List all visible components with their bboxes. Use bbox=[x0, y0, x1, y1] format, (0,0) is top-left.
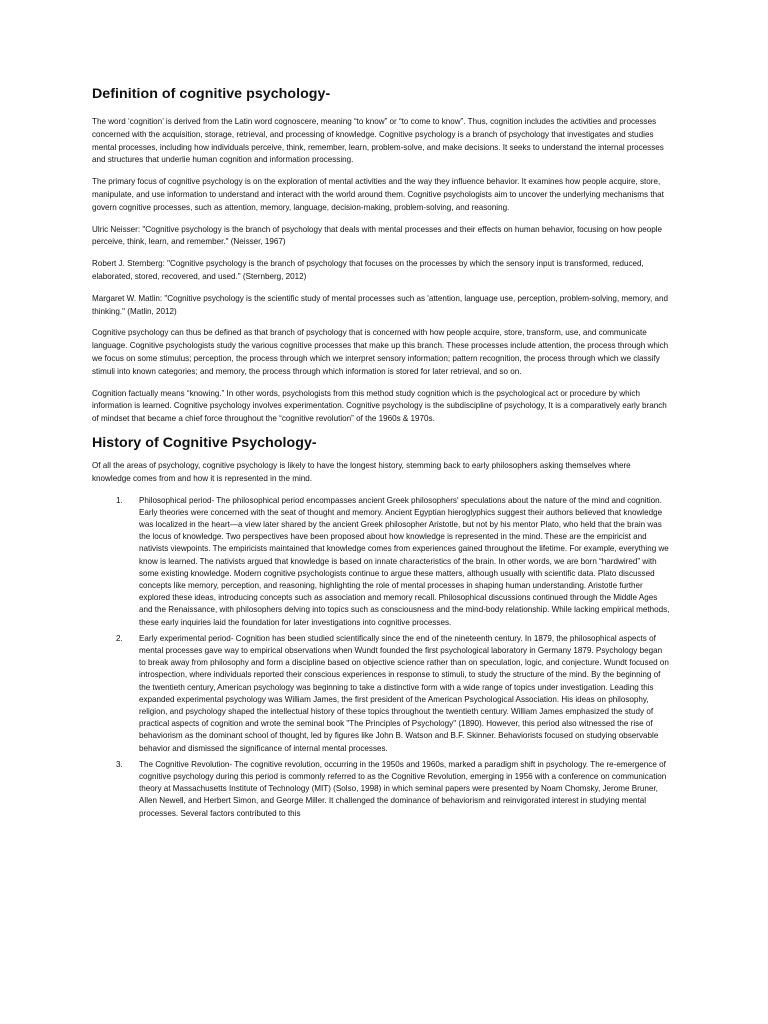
list-item-number: 3. bbox=[116, 759, 123, 769]
paragraph-primary-focus: The primary focus of cognitive psychology is on the exploration of mental activities and the way they influence behavior. It examines how people acquire, store, manipulate, and use information to understand and interact with the world around them. Cognitive psychologists aim to uncover the underlying mechanisms that govern cognitive processes, such as attention, memory, language, decision-making, problem-solving, and reasoning. bbox=[92, 177, 664, 212]
list-item bbox=[92, 633, 670, 755]
list-item bbox=[92, 759, 670, 820]
list-item-text: The Cognitive Revolution- The cognitive revolution, occurring in the 1950s and 1960s, marked a paradigm shift in psychology. The re-emergence of cognitive psychology during this period is commonly referred to as the Cognitive Revolution, emerging in 1956 with a conference on communication theory at Massachusetts Institute of Technology (MIT) (Solso, 1998) in which seminal papers were presented by Noam Chomsky, Jerome Bruner, Allen Newell, and Herbert Simon, and George Miller. It challenged the dominance of behaviorism and reinvigorated interest in studying mental processes. Several factors contributed to this bbox=[139, 759, 667, 818]
quote-sternberg: Robert J. Sternberg: "Cognitive psychology is the branch of psychology that focuses on the processes by which the sensory input is transformed, reduced, elaborated, stored, recovered, and used." (Sternberg, 2012) bbox=[92, 259, 644, 281]
history-heading: History of Cognitive Psychology- bbox=[92, 434, 317, 451]
quote-matlin: Margaret W. Matlin: "Cognitive psychology is the scientific study of mental processes such as 'attention, language use, perception, problem-solving, memory, and thinking." (Matlin, 2012) bbox=[92, 293, 669, 316]
list-item-number: 2. bbox=[116, 633, 123, 643]
history-intro: Of all the areas of psychology, cognitive psychology is likely to have the longest history, stemming back to early philosophers asking themselves where knowledge comes from and how it is represented in the mind. bbox=[92, 460, 631, 483]
quote-neisser: Ulric Neisser: "Cognitive psychology is the branch of psychology that deals with mental processes and their effects on human behavior, focusing on how people perceive, think, learn, and remember." (Neisser, 1967) bbox=[92, 224, 663, 247]
history-list bbox=[92, 495, 670, 820]
paragraph-definition-summary: Cognitive psychology can thus be defined as that branch of psychology that is concerned with how people acquire, store, transform, use, and communicate language. Cognitive psychologists study the various cognitive processes that make up this branch. These processes include attention, the process through which we focus on some stimulus; perception, the process through which we interpret sensory information; pattern recognition, the process through which we classify stimuli into known categories; and memory, the process through which information is stored for later retrieval, and so on. bbox=[92, 328, 669, 376]
list-item-number: 1. bbox=[116, 495, 123, 505]
list-item-text: Philosophical period- The philosophical period encompasses ancient Greek philosophers' speculations about the nature of the mind and cognition. Early theories were concerned with the seat of thought and memory. Ancient Egyptian hieroglyphics suggest their authors believed that knowledge was localized in the heart—a view later shared by the ancient Greek philosopher Aristotle, but not by his mentor Plato, who held that the brain was the locus of knowledge. Two perspectives have been proposed about how knowledge is represented in the mind. These are the empiricist and nativists viewpoints. The empiricists maintained that knowledge comes from experiences gained throughout the lifetime. For example, everything we know is learned. The nativists argued that knowledge is based on innate characteristics of the brain. In other words, we are born “hardwired” with some existing knowledge. Modern cognitive psychologists continue to argue these matters, although usually with scientific data. Plato discussed concepts like memory, perception, and reasoning, highlighting the role of mental processes in shaping human understanding. Aristotle further explored these ideas, introducing concepts such as association and memory recall. Philosophical discussions continued through the Middle Ages and the Renaissance, with philosophers delving into topics such as consciousness and the mind-body relationship. While lacking empirical methods, these early inquiries laid the foundation for later investigations into cognitive processes. bbox=[139, 495, 670, 627]
list-item bbox=[92, 495, 670, 629]
paragraph-etymology: The word ‘cognition’ is derived from the Latin word cognoscere, meaning “to know” or “to come to know”. Thus, cognition includes the activities and processes concerned with the acquisition, storage, retrieval, and processing of knowledge. Cognitive psychology is a branch of psychology that investigates and studies mental processes, including how individuals perceive, think, remember, learn, problem-solve, and make decisions. It seeks to understand the internal processes and structures that underlie human cognition and information processing. bbox=[92, 117, 664, 165]
page-title: Definition of cognitive psychology- bbox=[92, 86, 331, 102]
paragraph-cognition-meaning: Cognition factually means “knowing.” In other words, psychologists from this method study cognition which is the psychological act or procedure by which information is learned. Cognitive psychology involves experimentation. Cognitive psychology is the subdiscipline of psychology, It is a comparatively early branch of mindset that became a chief force throughout the “cognitive revolution” of the 1960s & 1970s. bbox=[92, 388, 667, 424]
list-item-text: Early experimental period- Cognition has been studied scientifically since the end of the nineteenth century. In 1879, the philosophical aspects of mental processes gave way to empirical observations when Wundt founded the first psychological laboratory in Germany 1879. Psychology began to break away from philosophy and form a discipline based on objective science rather than on speculation, logic, and conjecture. Wundt focused on introspection, where individuals reported their conscious experiences in response to stimuli, to study the structure of the mind. By the beginning of the twentieth century, American psychology was beginning to take a distinctive form with a wide range of topics under investigation. Leading this expanded experimental psychology was William James, the first president of the American Psychological Association. His ideas on philosophy, religion, and psychology shaped the intellectual history of these topics throughout the twentieth century. William James emphasized the study of practical aspects of cognition and wrote the seminal book "The Principles of Psychology" (1890). However, this period also witnessed the rise of behaviorism as the dominant school of thought, led by figures like John B. Watson and B.F. Skinner. Behaviorists focused on studying observable behavior and dismissed the significance of internal mental processes. bbox=[139, 633, 669, 753]
document-page bbox=[92, 86, 670, 824]
